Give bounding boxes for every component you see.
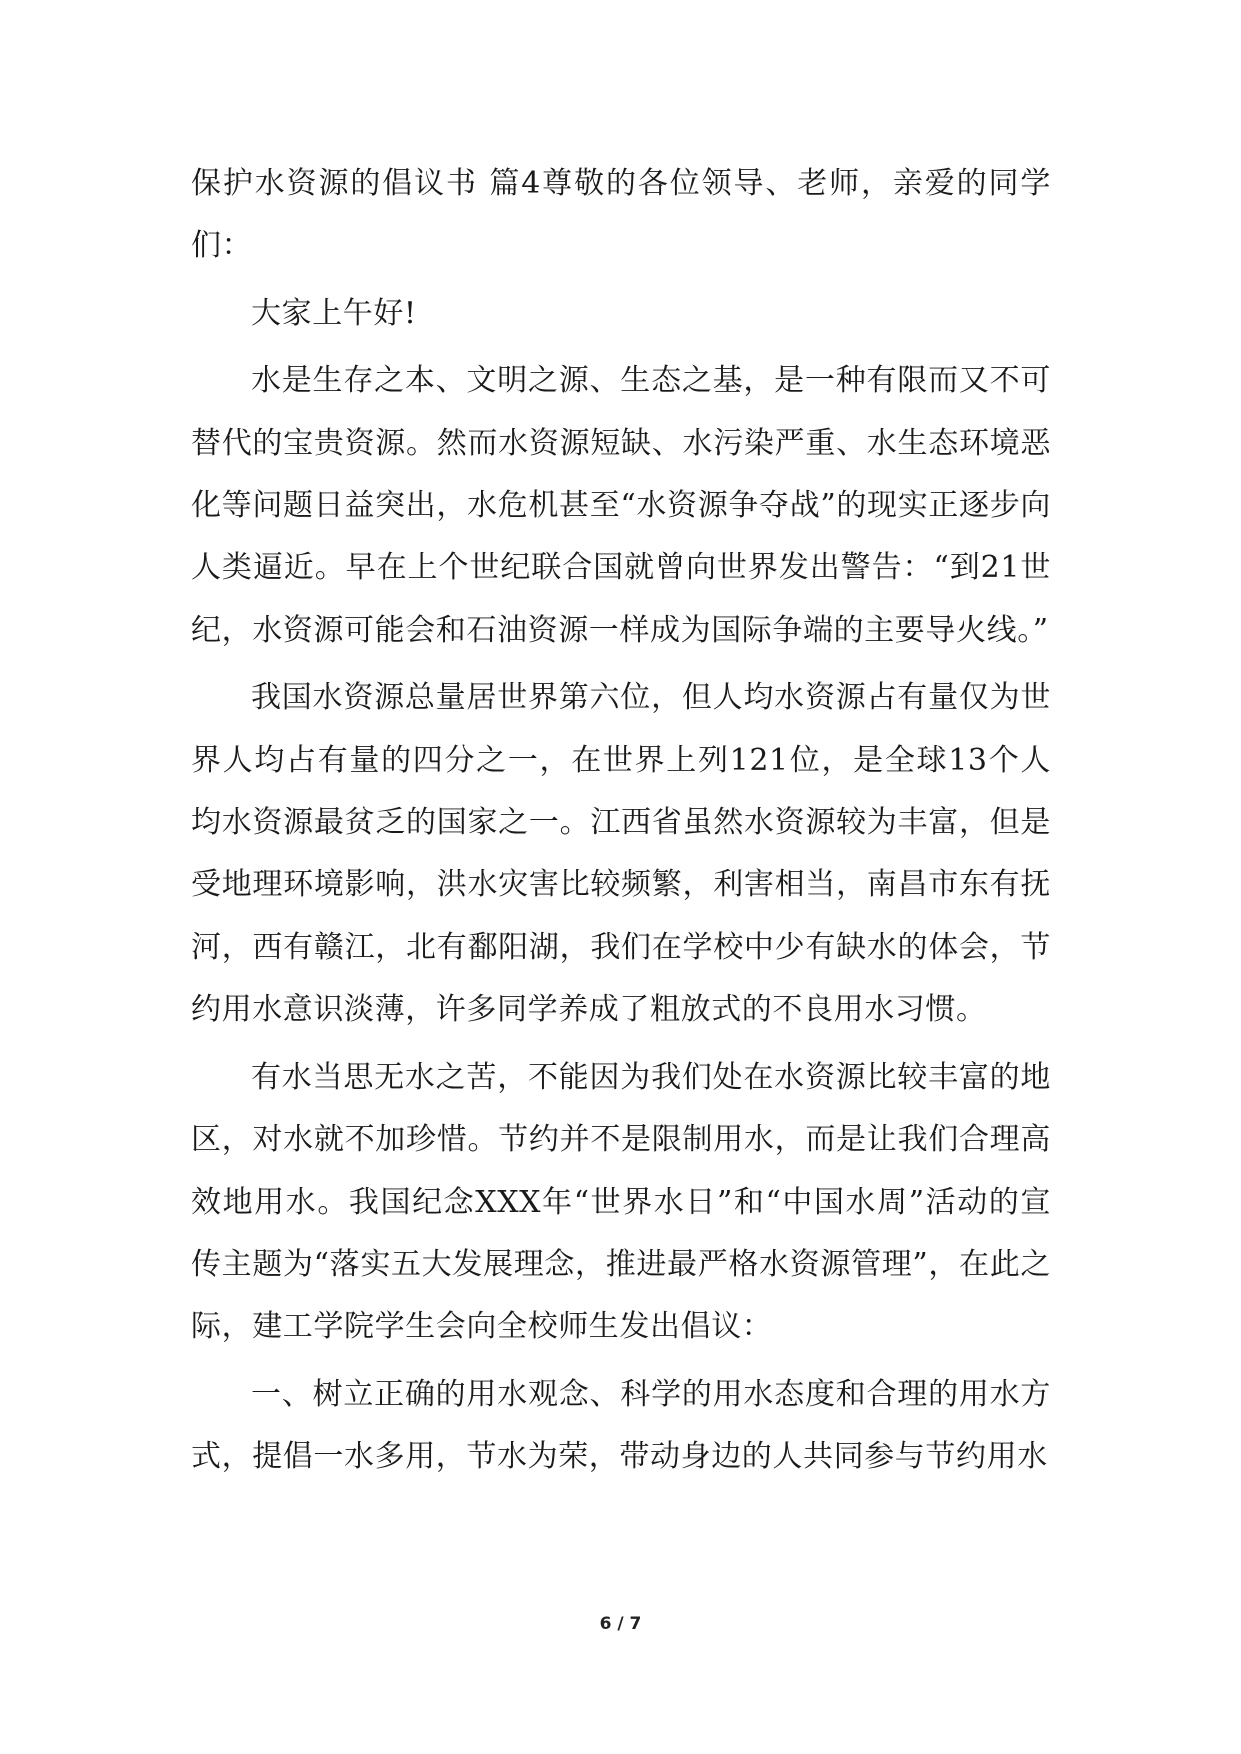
paragraph-title-greeting: 保护水资源的倡议书 篇4尊敬的各位领导、老师，亲爱的同学们： [191,166,1051,264]
paragraph-national-situation: 我国水资源总量居世界第六位，但人均水资源占有量仅为世界人均占有量的四分之一，在世界上列121位，是全球13个人均水资源最贫乏的国家之一。江西省虽然水资源较为丰富，但是受地理环境影响，洪水灾害比较频繁，利害相当，南昌市东有抚河，西有赣江，北有鄱阳湖，我们在学校中少有缺水的体会，节约用水意识淡薄，许多同学养成了粗放式的不良用水习惯。 [191,680,1051,1028]
page-number: 6 / 7 [599,1614,642,1634]
paragraph-salutation: 大家上午好! [251,295,417,331]
paragraph-proposal-one: 一、树立正确的用水观念、科学的用水态度和合理的用水方式，提倡一水多用，节水为荣，带动身边的人共同参与节约用水 [191,1376,1051,1475]
document-body [191,153,1051,1494]
paragraph-cherish-water: 有水当思无水之苦，不能因为我们处在水资源比较丰富的地区，对水就不加珍惜。节约并不是限制用水，而是让我们合理高效地用水。我国纪念XXX年“世界水日”和“中国水周”活动的宣传主题为“落实五大发展理念，推进最严格水资源管理”，在此之际，建工学院学生会向全校师生发出倡议： [191,1059,1051,1345]
paragraph-water-importance: 水是生存之本、文明之源、生态之基，是一种有限而又不可替代的宝贵资源。然而水资源短缺、水污染严重、水生态环境恶化等问题日益突出，水危机甚至“水资源争夺战”的现实正逐步向人类逼近。早在上个世纪联合国就曾向世界发出警告：“到21世纪，水资源可能会和石油资源一样成为国际争端的主要导火线。” [191,363,1051,648]
